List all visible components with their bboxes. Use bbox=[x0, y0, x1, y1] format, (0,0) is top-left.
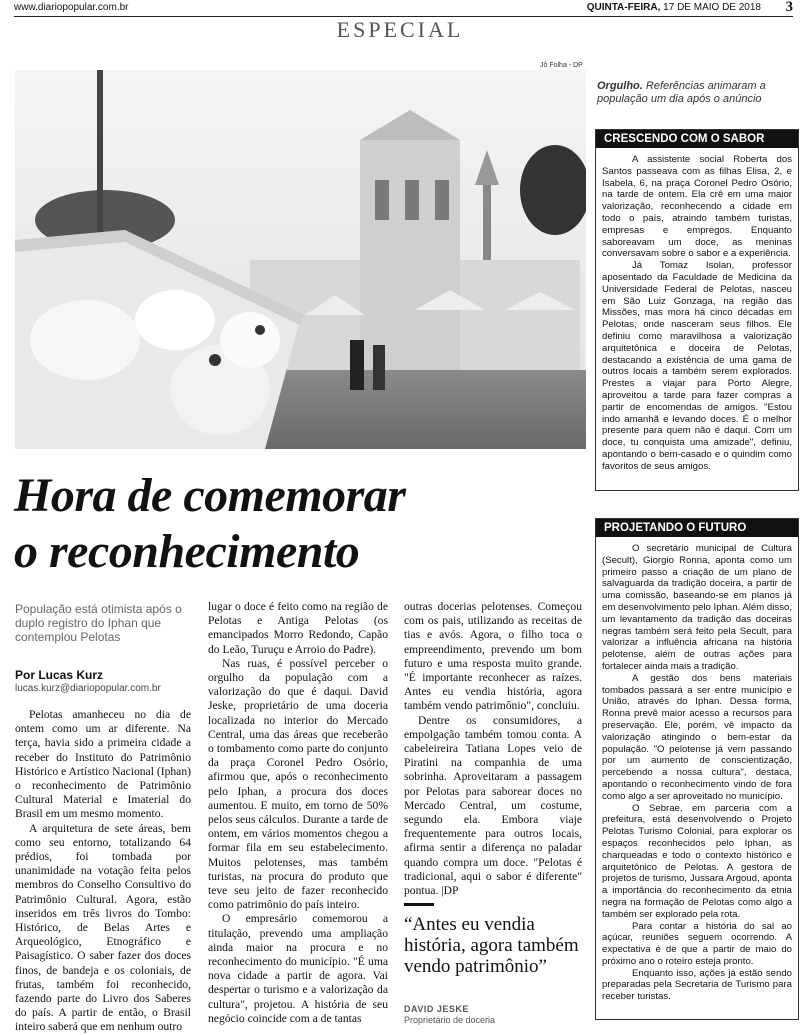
issue-weekday: QUINTA-FEIRA, bbox=[586, 2, 661, 13]
pullquote: “Antes eu vendia história, agora também vendo patrimônio” bbox=[404, 914, 579, 977]
article-paragraph: outras docerias pelotenses. Começou com os pais, utilizando as receitas de tias e avós. Agora, o filho toca o empreendimento, prevendo um bom futuro e uma resposta muito grande. "É importante reconhecer as raízes. Antes eu vendia história, agora também vendo patrimônio", concluiu. bbox=[404, 600, 582, 713]
issue-date bbox=[587, 2, 761, 13]
box-body bbox=[596, 148, 798, 477]
article-paragraph: Pelotas amanheceu no dia de ontem como um ar diferente. Na terça, havia sido a primeira cidade a receber do Instituto do Patrimônio Histórico e Artístico Nacional (Iphan) o reconhecimento de Patrimônio Cultural Material e Imaterial do Brasil em um mesmo momento. bbox=[15, 708, 191, 821]
author-email[interactable]: lucas.kurz@diariopopular.com.br bbox=[15, 683, 161, 694]
box-body bbox=[596, 537, 798, 1007]
pullquote-name: DAVID JESKE bbox=[404, 1004, 469, 1014]
article-column-3 bbox=[404, 600, 582, 898]
caption-text: Referências animaram a população um dia após o anúncio bbox=[597, 80, 766, 105]
section-label: ESPECIAL bbox=[336, 17, 464, 42]
lead-photo bbox=[15, 70, 586, 449]
sidebar-box-crescendo bbox=[595, 129, 799, 491]
article-paragraph: O empresário comemorou a titulação, prevendo uma ampliação ainda maior na procura e no reconhecimento do município. "É uma nova cidade a partir de agora. Vai despertar o turismo e a valorização da cultura", projetou. A história de seu negócio coincide com a de tantas bbox=[208, 912, 388, 1025]
headline-line: o reconhecimento bbox=[14, 525, 360, 578]
box-paragraph: O secretário municipal de Cultura (Secult), Giorgio Ronna, aponta como um primeiro passo a criação de um plano de salvaguarda da tradição doceira, a partir de uma comissão, baseando-se em planos já em desenvolvimento pelo Iphan. Além disso, um levantamento da tradição das doceiras negras também será feito pela Secult, para valorizar a influência africana na história pelotense, além de outras ações para fortalecer ainda mais a tradição. bbox=[602, 543, 792, 672]
deck: População está otimista após o duplo registro do Iphan que contemplou Pelotas bbox=[15, 602, 182, 644]
photo-illustration bbox=[15, 70, 586, 449]
site-url: www.diariopopular.com.br bbox=[14, 2, 129, 13]
byline: Por Lucas Kurz bbox=[15, 668, 104, 682]
page-number: 3 bbox=[785, 0, 793, 15]
headline bbox=[14, 468, 589, 580]
article-column-2 bbox=[208, 600, 388, 1026]
box-paragraph: A assistente social Roberta dos Santos passeava com as filhas Elisa, 2, e Isabela, 6, na praça Coronel Pedro Osório, na tarde de ontem. Ela crê em uma maior valorização, reconhecendo a cidade em todo o país, atraindo também turistas, empresas e empregos. Enquanto saboreavam um doce, as meninas conversavam sobre o sabor e a experiência. bbox=[602, 154, 792, 260]
photo-caption bbox=[597, 80, 797, 106]
issue-date-text: 17 DE MAIO DE 2018 bbox=[663, 2, 761, 13]
box-paragraph: Já Tomaz Isolan, professor aposentado da Faculdade de Medicina da Universidade Federal de Pelotas, nasceu em São Luiz Gonzaga, na região das Missões, mas mora há cinco décadas em Pelotas, onde nasceram seus filhos. Ele definiu como maravilhosa a valorização arquitetônica e doceira de Pelotas, destacando a existência de uma gama de outros locais a também serem explorados. Prestes a viajar para Porto Alegre, aproveitou a tarde para fazer compras a partir de encomendas de amigos. "Estou indo amanhã e levando doces. É o melhor presente para quem não é daqui. Com um doce, tu conquista uma amizade", definiu, apontando o bem-casado e o quindim como favoritos de seus amigos. bbox=[602, 260, 792, 472]
pullquote-rule bbox=[404, 903, 434, 906]
headline-line: Hora de comemorar bbox=[14, 469, 406, 522]
box-title: CRESCENDO COM O SABOR bbox=[596, 130, 798, 148]
article-paragraph: A arquitetura de sete áreas, bem como seu entorno, totalizando 64 prédios, foi tombada por unanimidade na votação feita pelos membros do Conselho Consultivo do Patrimônio Cultural. Agora, estão inseridos em três livros do Tombo: Histórico, de Belas Artes e Arqueológico, Etnográfico e Paisagístico. O saber fazer dos doces finos, de bandeja e os coloniais, de frutas, também foi reconhecido, fazendo parte do Livro dos Saberes do país. A partir de então, o Brasil inteiro saberá que em nenhum outro bbox=[15, 821, 191, 1034]
box-paragraph: A gestão dos bens materiais tombados passará a ser entre município e União, através do Iphan. Dessa forma, Ronna prevê maior acesso a recursos para preservação. Ele, porém, vê impacto da valorização atingindo o bem-estar da população. "O pelotense já vem passando por um aumento de conscientização, percebendo a nossa cultura", destaca, apontando o reconhecimento vindo de fora como algo a ser aproveitado no município. bbox=[602, 672, 792, 802]
article-column-1 bbox=[15, 708, 191, 1035]
caption-lead: Orgulho. bbox=[597, 80, 643, 92]
box-title: PROJETANDO O FUTURO bbox=[596, 519, 798, 537]
article-paragraph: Dentre os consumidores, a empolgação também tomou conta. A cabeleireira Tatiana Lopes veio de Piratini na companhia de uma sobrinha. Aproveitaram a passagem por Pelotas para saborear doces no Mercado Central, um costume, segundo ela. Embora viaje frequentemente para outros locais, afirma sentir a diferença no paladar quando compra um doce. "Pelotas é tradicional, aqui o sabor é diferente" pontua. |DP bbox=[404, 713, 582, 898]
photo-credit: Jô Folha - DP bbox=[540, 62, 583, 69]
article-paragraph: Nas ruas, é possível perceber o orgulho da população com a valorização do que é daqui. David Jeske, proprietário de uma doceria localizada no interior do Mercado Central, uma das áreas que receberão o tombamento como parte do conjunto da praça Coronel Pedro Osório, afirmou que, após o reconhecimento pelo Iphan, a procura dos doces aumentou. E muito, em torno de 50% pelos seus cálculos. Durante a tarde de ontem, em vários momentos chegou a formar fila em seu estabelecimento. Muitos pelotenses, mas também turistas, na procura do produto que teve seu jeito de fazer reconhecido como patrimônio do país inteiro. bbox=[208, 656, 388, 912]
box-paragraph: Enquanto isso, ações já estão sendo preparadas pela Secretaria de Turismo para receber turistas. bbox=[602, 967, 792, 1003]
article-paragraph: lugar o doce é feito como na região de Pelotas e Antiga Pelotas (os emancipados Morro Redondo, Capão do Leão, Turuçu e Arroio do Padre). bbox=[208, 600, 388, 656]
pullquote-role: Proprietário de doceria bbox=[404, 1015, 496, 1025]
box-paragraph: Para contar a história do sal ao açúcar, reuniões seguem ocorrendo. A expectativa é de que a partir de maio do próximo ano o roteiro esteja pronto. bbox=[602, 920, 792, 967]
box-paragraph: O Sebrae, em parceria com a prefeitura, está desenvolvendo o Projeto Pelotas Turismo Colonial, para explorar os espaços reconhecidos pelo Iphan, as charqueadas e todo o contexto histórico e arquitetônico de Pelotas. A gestora de projetos de turismo, Jussara Argoud, aponta a importância do reconhecimento da etnia negra na formação de Pelotas como algo a também ser explorado pela rota. bbox=[602, 802, 792, 920]
sidebar-box-projetando bbox=[595, 518, 799, 1020]
